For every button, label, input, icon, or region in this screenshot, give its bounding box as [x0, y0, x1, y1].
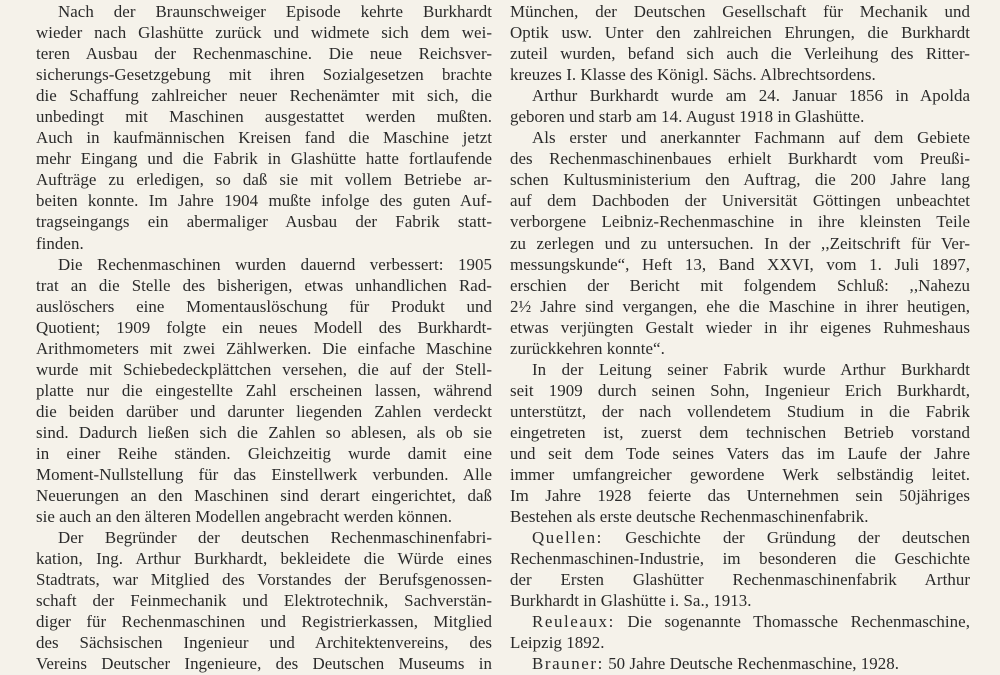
text-line: die beiden darüber und darunter liegenden Zahlen verdeckt	[36, 401, 492, 421]
source-text: Geschichte der Gründung der deutschen	[625, 528, 970, 548]
text-line	[510, 653, 970, 674]
text-line: des Rechenmaschinenbaues erhielt Burkhardt vom Preußi-	[510, 149, 970, 169]
text-line	[510, 611, 970, 632]
text-line: Moment-Nullstellung für das Einstellwerk verbunden. Alle	[36, 465, 492, 485]
text-line: Leipzig 1892.	[510, 633, 605, 653]
text-line: schaft der Feinmechanik und Elektrotechnik, Sachverstän-	[36, 591, 492, 611]
text-line: der Ersten Glashütter Rechenmaschinenfabrik Arthur	[510, 570, 970, 590]
source-entry	[510, 653, 970, 674]
text-line: Auch in kaufmännischen Kreisen fand die Maschine jetzt	[36, 128, 492, 148]
text-line: München, der Deutschen Gesellschaft für Mechanik und	[510, 2, 970, 21]
text-line: wieder nach Glashütte zurück und widmete sich dem wei-	[36, 23, 492, 43]
text-line: mehr Eingang und die Fabrik in Glashütte hatte fortlaufende	[36, 149, 492, 169]
text-line: trat an die Stelle des bisherigen, etwas unhandlichen Rad-	[36, 275, 492, 295]
source-entry	[510, 527, 970, 611]
source-author: Brauner:	[532, 654, 604, 674]
text-line: Stadtrats, war Mitglied des Vorstandes der Berufsgenossen-	[36, 570, 492, 590]
left-column	[36, 1, 492, 675]
text-line: Der Begründer der deutschen Rechenmaschinenfabri-	[58, 528, 492, 548]
text-line: platte nur die eingestellte Zahl erscheinen lassen, während	[36, 380, 492, 400]
paragraph	[510, 127, 970, 359]
text-line: Als erster und anerkannter Fachmann auf dem Gebiete	[532, 128, 970, 148]
right-column	[510, 1, 970, 675]
text-line: Burkhardt in Glashütte i. Sa., 1913.	[510, 591, 752, 611]
text-line: unbedingt mit Maschinen ausgestattet werden mußten.	[36, 107, 492, 127]
text-line: erschien der Bericht mit folgendem Schluß: ,,Nahezu	[510, 275, 970, 295]
source-text: Die sogenannte Thomassche Rechenmaschine,	[627, 612, 970, 632]
paragraph	[510, 85, 970, 127]
text-line: finden.	[36, 233, 84, 253]
paragraph	[510, 1, 970, 85]
text-line: schen Kultusministerium den Auftrag, die 200 Jahre lang	[510, 170, 970, 190]
text-line: Aufträge zu erledigen, so daß sie mit vollem Betriebe ar-	[36, 170, 492, 190]
text-line: Quotient; 1909 folgte ein neues Modell des Burkhardt-	[36, 317, 492, 337]
text-line: tragseingangs ein abermaliger Ausbau der Fabrik statt-	[36, 212, 492, 232]
source-text: 50 Jahre Deutsche Rechenmaschine, 1928.	[608, 654, 900, 674]
text-line: sind. Dadurch ließen sich die Zahlen so ablesen, als ob sie	[36, 422, 492, 442]
text-line: Vereins Deutscher Ingenieure, des Deutschen Museums in	[36, 654, 492, 674]
text-line: geboren und starb am 14. August 1918 in Glashütte.	[510, 107, 865, 127]
text-line: Im Jahre 1928 feierte das Unternehmen sein 50jähriges	[510, 486, 970, 506]
text-line: etwas verjüngten Gestalt wieder in ihr eigenes Ruhmeshaus	[510, 317, 970, 337]
text-line: zurückkehren konnte“.	[510, 338, 665, 358]
paragraph	[36, 1, 492, 254]
paragraph	[36, 254, 492, 528]
text-line: Nach der Braunschweiger Episode kehrte Burkhardt	[58, 2, 492, 21]
paragraph	[510, 359, 970, 527]
text-line: teren Ausbau der Rechenmaschine. Die neue Reichsver-	[36, 44, 492, 64]
text-line	[510, 527, 970, 548]
text-line: des Sächsischen Ingenieur und Architektenvereins, des	[36, 633, 492, 653]
text-line: immer umfangreicher gewordene Werk selbständig leitet.	[510, 465, 970, 485]
source-author: Quellen:	[532, 528, 603, 548]
text-line: Arthur Burkhardt wurde am 24. Januar 1856 in Apolda	[532, 86, 970, 106]
text-line: zu zerlegen und zu untersuchen. In der ,,Zeitschrift für Ver-	[510, 233, 970, 253]
text-line: in einer Reihe ständen. Gleichzeitig wurde damit eine	[36, 443, 492, 463]
text-line: seit 1909 durch seinen Sohn, Ingenieur Erich Burkhardt,	[510, 380, 970, 400]
text-line: sie auch an den älteren Modellen angebracht werden können.	[36, 507, 453, 527]
text-line: zuteil wurden, befand sich auch die Verleihung des Ritter-	[510, 44, 970, 64]
text-line: eingetreten ist, zuerst dem technischen Betrieb vorstand	[510, 422, 970, 442]
text-line: Neuerungen an den Maschinen sind derart eingerichtet, daß	[36, 486, 492, 506]
text-line: 2½ Jahre sind vergangen, ehe die Maschine in ihrer heutigen,	[510, 296, 970, 316]
text-line: unterstützt, der nach vollendetem Studium in die Fabrik	[510, 401, 970, 421]
text-line: wurde mit Schiebedeckplättchen versehen, die auf der Stell-	[36, 359, 492, 379]
text-line: sicherungs-Gesetzgebung mit ihren Sozialgesetzen brachte	[36, 65, 492, 85]
text-line: diger für Rechenmaschinen und Registrierkassen, Mitglied	[36, 612, 492, 632]
text-line: Rechenmaschinen-Industrie, im besonderen die Geschichte	[510, 549, 970, 569]
text-line: Die Rechenmaschinen wurden dauernd verbessert: 1905	[58, 254, 492, 274]
text-line: kreuzes I. Klasse des Königl. Sächs. Albrechtsordens.	[510, 65, 876, 85]
source-entry	[510, 611, 970, 653]
text-line: Arithmometers mit zwei Zählwerken. Die einfache Maschine	[36, 338, 492, 358]
text-line: kation, Ing. Arthur Burkhardt, bekleidete die Würde eines	[36, 549, 492, 569]
text-line: Bestehen als erste deutsche Rechenmaschinenfabrik.	[510, 507, 869, 527]
text-line: die Schaffung zahlreicher neuer Rechenämter mit sich, die	[36, 86, 492, 106]
source-author: Reuleaux:	[532, 612, 615, 632]
text-line: verborgene Leibniz-Rechenmaschine in ihre kleinsten Teile	[510, 212, 970, 232]
text-line: auf dem Dachboden der Universität Göttingen unbeachtet	[510, 191, 970, 211]
text-line: messungskunde“, Heft 13, Band XXVI, vom 1. Juli 1897,	[510, 254, 970, 274]
paragraph	[36, 527, 492, 674]
text-line: und seit dem Tode seines Vaters das im Laufe der Jahre	[510, 443, 970, 463]
text-line: In der Leitung seiner Fabrik wurde Arthur Burkhardt	[532, 359, 970, 379]
text-line: beiten konnte. Im Jahre 1904 mußte infolge des guten Auf-	[36, 191, 492, 211]
text-line: Optik usw. Unter den zahlreichen Ehrungen, die Burkhardt	[510, 23, 970, 43]
text-line: auslöschers eine Momentauslöschung für Produkt und	[36, 296, 492, 316]
